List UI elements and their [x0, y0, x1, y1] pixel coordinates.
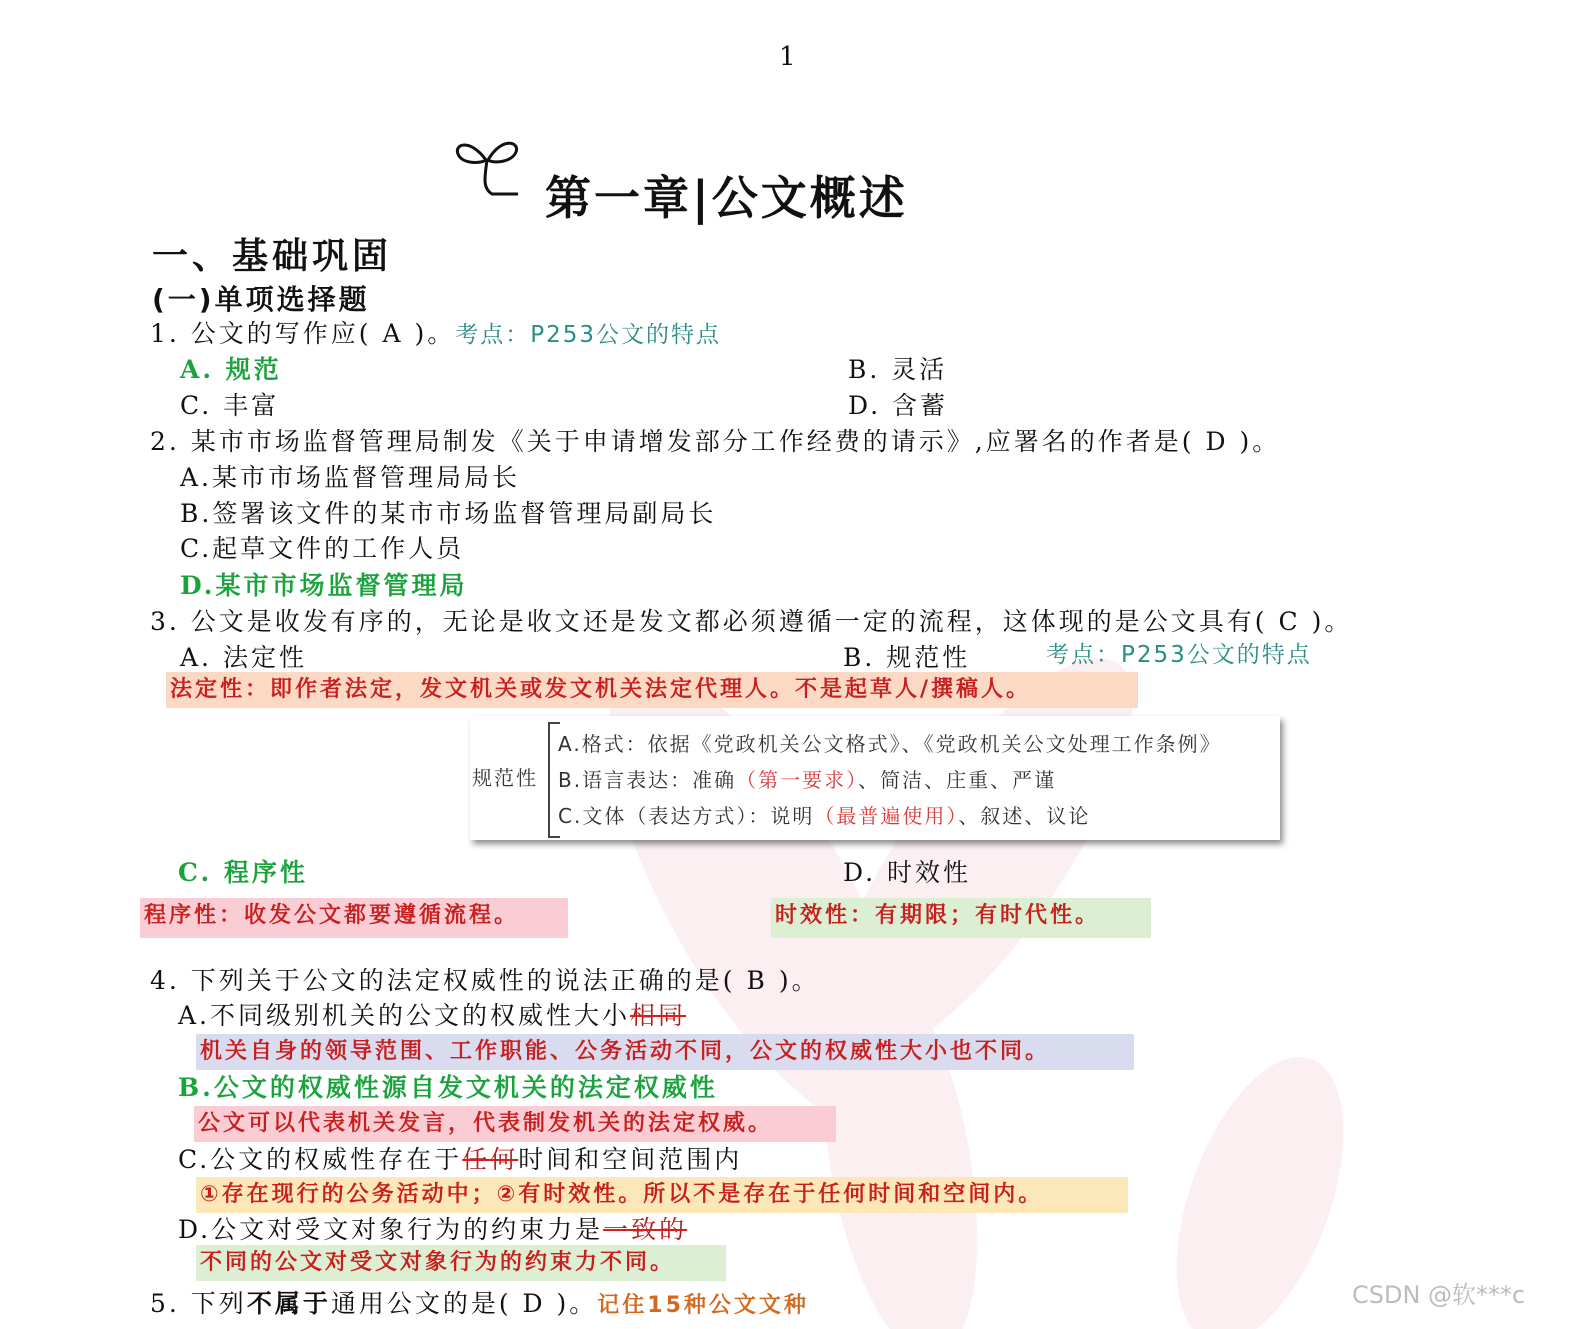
chapter-title: 第一章|公文概述 [545, 171, 908, 225]
question-2-stem: 2. 某市市场监督管理局制发《关于申请增发部分工作经费的请示》,应署名的作者是( D )。 [150, 427, 1281, 456]
diagram-line-a: A.格式：依据《党政机关公文格式》、《党政机关公文处理工作条例》 [558, 732, 1222, 756]
q2-option-b: B.签署该文件的某市市场监督管理局副局长 [180, 499, 717, 528]
q4-option-c-strikethrough: 任何 [462, 1145, 519, 1174]
sprout-icon [452, 130, 524, 202]
q4-note-a-highlight: 机关自身的领导范围、工作职能、公务活动不同，公文的权威性大小也不同。 [196, 1034, 1134, 1070]
q1-option-d: D. 含蓄 [848, 391, 949, 420]
normativity-diagram [470, 716, 1280, 840]
q4-option-c [178, 1144, 742, 1176]
diagram-label: 规范性 [472, 766, 538, 790]
q4-option-a [178, 1000, 686, 1032]
q5-stem-bold: 不属于 [246, 1289, 331, 1318]
diagram-line-b-red: （第一要求） [736, 768, 859, 792]
page-number: 1 [779, 42, 796, 72]
q5-stem-post: 通用公文的是( D )。 [330, 1289, 598, 1318]
diagram-line-c-red: （最普遍使用） [814, 804, 959, 828]
q3-note-c-highlight: 程序性：收发公文都要遵循流程。 [140, 898, 568, 938]
q4-option-b: B.公文的权威性源自发文机关的法定权威性 [178, 1073, 718, 1102]
question-5-stem [150, 1288, 809, 1321]
q4-option-c-pre: C.公文的权威性存在于 [178, 1145, 463, 1174]
question-4-stem: 4. 下列关于公文的法定权威性的说法正确的是( B )。 [150, 966, 820, 995]
q4-option-d-text: D.公文对受文对象行为的约束力是 [178, 1215, 604, 1244]
section-heading: 一、基础巩固 [152, 236, 393, 277]
q4-option-d-strikethrough: 一致的 [603, 1215, 688, 1244]
q4-option-c-post: 时间和空间范围内 [518, 1145, 743, 1174]
q3-option-d: D. 时效性 [843, 858, 972, 887]
q2-option-c: C.起草文件的工作人员 [180, 534, 465, 563]
diagram-line-c-post: 、叙述、议论 [958, 804, 1091, 828]
q2-option-d: D.某市市场监督管理局 [180, 571, 468, 600]
question-3-stem: 3. 公文是收发有序的，无论是收文还是发文都必须遵循一定的流程，这体现的是公文具有( C )。 [150, 607, 1353, 636]
diagram-line-b-post: 、简洁、庄重、严谨 [858, 768, 1057, 792]
diagram-line-c-pre: C.文体（表达方式）：说明 [558, 804, 815, 828]
q3-option-c: C. 程序性 [178, 858, 308, 887]
q3-note-a-highlight: 法定性：即作者法定，发文机关或发文机关法定代理人。不是起草人/撰稿人。 [166, 672, 1138, 708]
q4-note-b-highlight: 公文可以代表机关发言，代表制发机关的法定权威。 [194, 1106, 836, 1142]
q3-option-a: A. 法定性 [180, 643, 307, 672]
q4-option-a-text: A.不同级别机关的公文的权威性大小 [178, 1001, 631, 1030]
q3-note: 考点：P253公文的特点 [1046, 642, 1312, 668]
q1-option-c: C. 丰富 [180, 391, 280, 420]
q4-note-c-highlight: ①存在现行的公务活动中；②有时效性。所以不是存在于任何时间和空间内。 [196, 1177, 1128, 1213]
q1-option-a: A. 规范 [180, 355, 282, 384]
diagram-line-b [558, 764, 1056, 793]
q4-option-d [178, 1214, 687, 1246]
q1-stem-text: 1. 公文的写作应( A )。 [150, 319, 456, 348]
q2-option-a: A.某市市场监督管理局局长 [180, 463, 521, 492]
diagram-line-b-pre: B.语言表达：准确 [558, 768, 737, 792]
question-1-stem [150, 318, 721, 351]
q4-option-a-strikethrough: 相同 [630, 1001, 687, 1030]
csdn-watermark: CSDN @软***c [1352, 1281, 1526, 1309]
q3-option-b: B. 规范性 [843, 643, 971, 672]
q1-option-b: B. 灵活 [848, 355, 948, 384]
q4-note-d-highlight: 不同的公文对受文对象行为的约束力不同。 [196, 1245, 726, 1281]
diagram-line-c [558, 800, 1090, 829]
subsection-heading: (一)单项选择题 [152, 283, 370, 316]
q3-note-d-highlight: 时效性：有期限；有时代性。 [771, 898, 1151, 938]
q5-stem-pre: 5. 下列 [150, 1289, 247, 1318]
q1-note: 考点：P253公文的特点 [455, 322, 722, 348]
q5-note: 记住15种公文文种 [597, 1293, 809, 1318]
